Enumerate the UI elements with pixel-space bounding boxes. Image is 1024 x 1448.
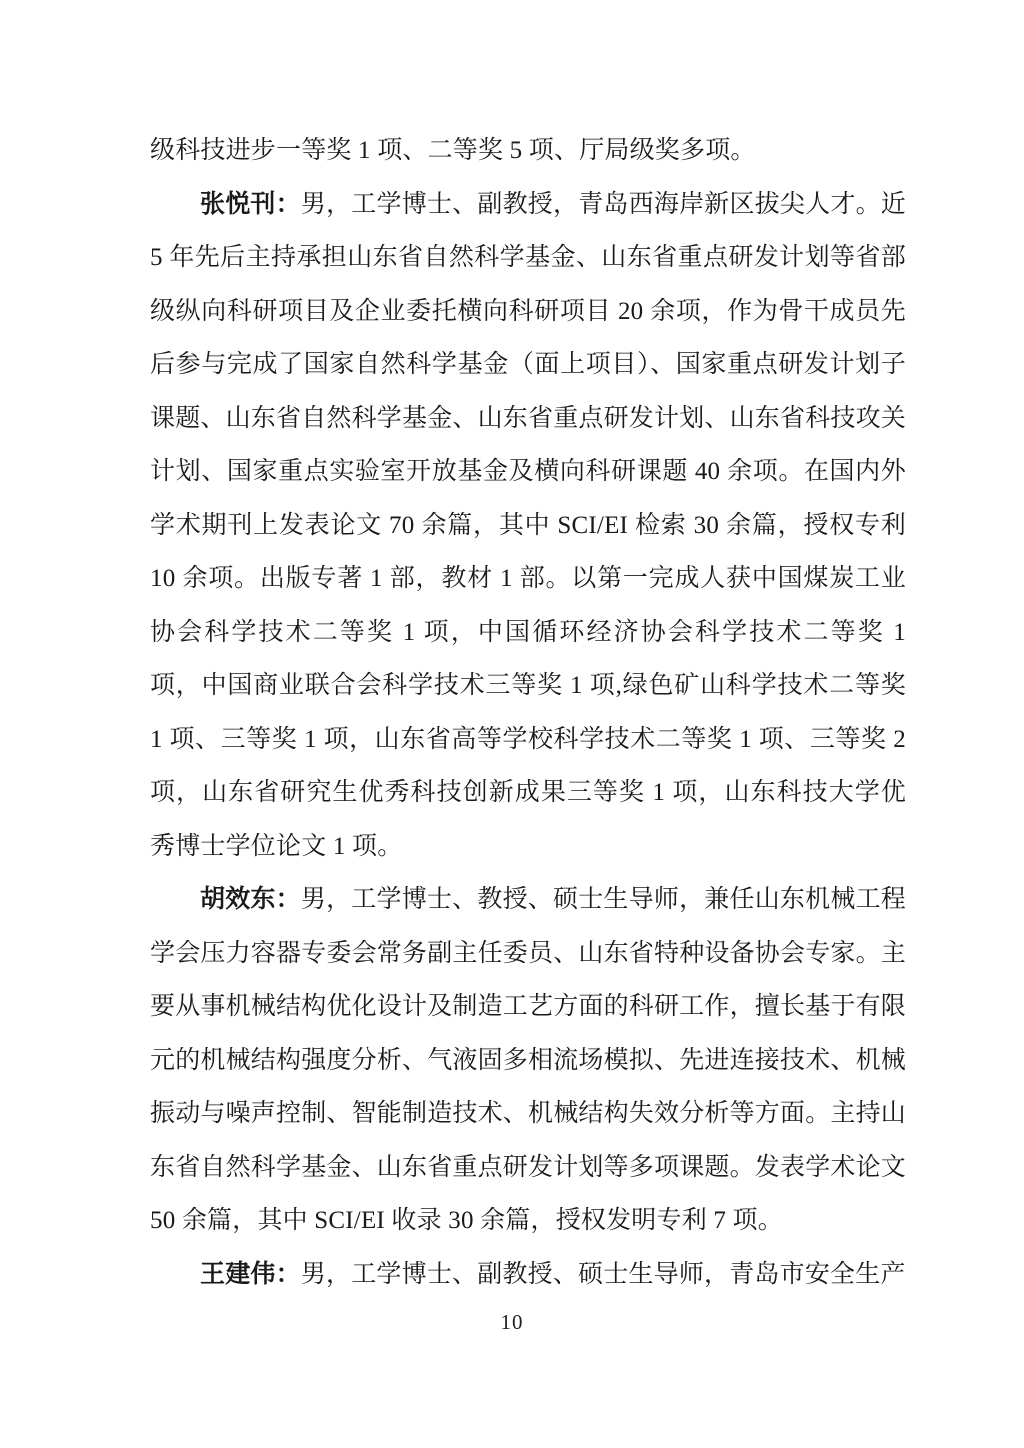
paragraph-hu-xiaodong <box>150 873 906 1248</box>
paragraph-continuation <box>150 124 906 178</box>
paragraph-text: 男，工学博士、副教授、硕士生导师，青岛市安全生产 <box>300 1260 906 1288</box>
paragraph-text: 级科技进步一等奖 1 项、二等奖 5 项、厅局级奖多项。 <box>150 137 756 164</box>
person-name-hu-xiaodong: 胡效东： <box>200 886 301 913</box>
paragraph-text: 男，工学博士、教授、硕士生导师，兼任山东机械工程学会压力容器专委会常务副主任委员、山东省特种设备协会专家。主要从事机械结构优化设计及制造工艺方面的科研工作，擅长基于有限元的机械结构强度分析、气液固多相流场模拟、先进连接技术、机械振动与噪声控制、智能制造技术、机械结构失效分析等方面。主持山东省自然科学基金、山东省重点研发计划等多项课题。发表学术论文 50 余篇，其中 SCI/EI 收录 30 余篇，授权发明专利 7 项。 <box>150 886 907 1234</box>
paragraph-wang-jianwei <box>150 1248 906 1302</box>
page-body-text <box>150 124 906 1301</box>
paragraph-zhang-yuekan <box>150 178 906 874</box>
person-name-zhang-yuekan: 张悦刊： <box>200 190 301 218</box>
page-number: 10 <box>500 1310 524 1334</box>
paragraph-text: 男，工学博士、副教授，青岛西海岸新区拔尖人才。近 5 年先后主持承担山东省自然科学基金、山东省重点研发计划等省部级纵向科研项目及企业委托横向科研项目 20 余项，作为骨干成员先后参与完成了国家自然科学基金（面上项目）、国家重点研发计划子课题、山东省自然科学基金、山东省重点研发计划、山东省科技攻关计划、国家重点实验室开放基金及横向科研课题 40 余项。在国内外学术期刊上发表论文 70 余篇，其中 SCI/EI 检索 30 余篇，授权专利 10 余项。出版专著 1 部，教材 1 部。以第一完成人获中国煤炭工业协会科学技术二等奖 1 项，中国循环经济协会科学技术二等奖 1 项，中国商业联合会科学技术三等奖 1 项,绿色矿山科学技术二等奖 1 项、三等奖 1 项，山东省高等学校科学技术二等奖 1 项、三等奖 2 项，山东省研究生优秀科技创新成果三等奖 1 项，山东科技大学优秀博士学位论文 1 项。 <box>150 190 907 860</box>
person-name-wang-jianwei: 王建伟： <box>200 1260 301 1288</box>
